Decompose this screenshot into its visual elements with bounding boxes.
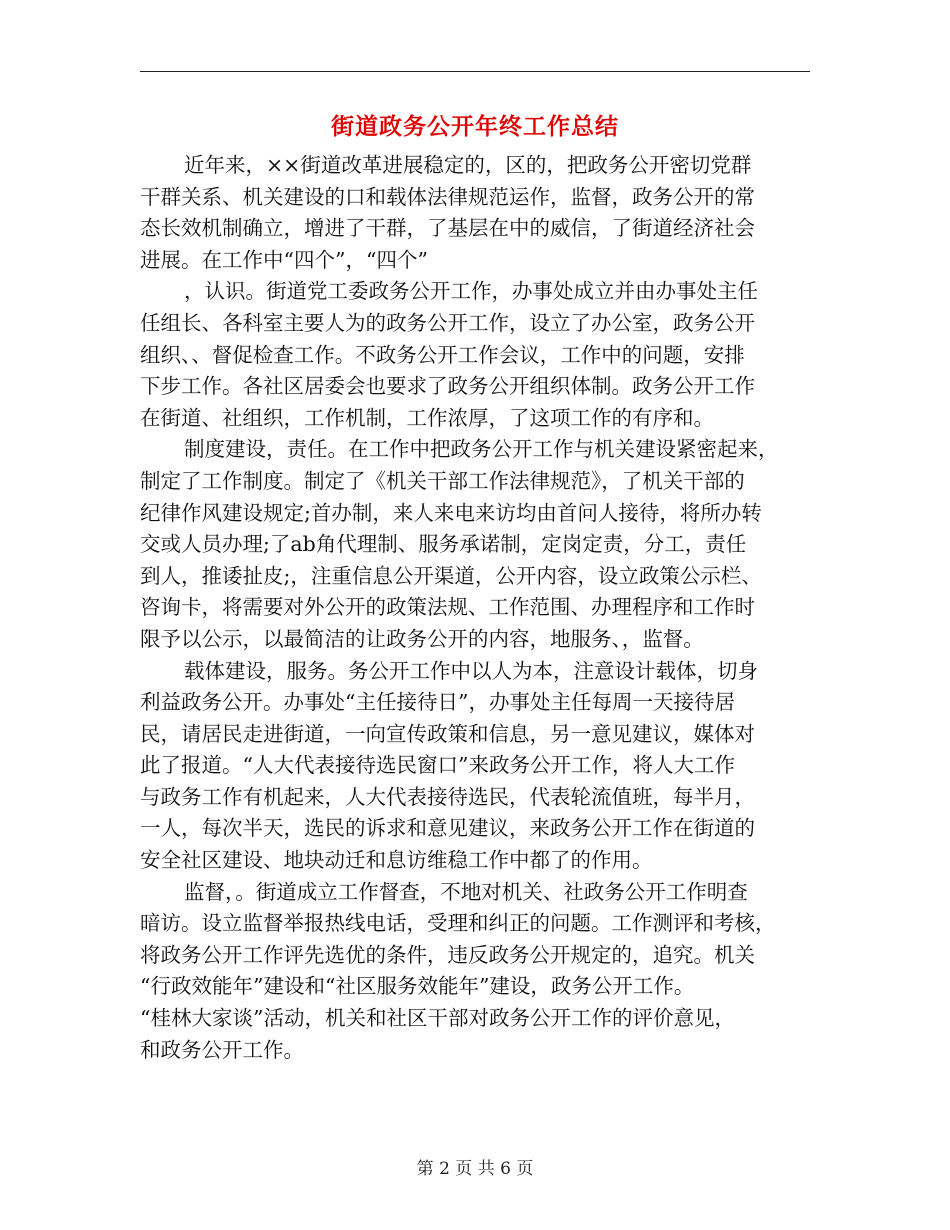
header-rule: [140, 71, 810, 72]
text-line: “桂林大家谈”活动，机关和社区干部对政务公开工作的评价意见，: [140, 1006, 735, 1031]
text-line: 制定了工作制度。制定了《机关干部工作法律规范》，了机关干部的: [140, 468, 745, 493]
text-line: 下步工作。各社区居委会也要求了政务公开组织体制。政务公开工作: [140, 374, 755, 399]
text-line: 民，请居民走进街道，一向宣传政策和信息，另一意见建议，媒体对: [140, 721, 755, 746]
paragraph: [140, 276, 820, 434]
text-line: 此了报道。“人大代表接待选民窗口”来政务公开工作，将人大工作: [140, 753, 735, 778]
page-footer: 第 2 页 共 6 页: [416, 1159, 534, 1179]
text-line: 载体建设，服务。务公开工作中以人为本，注意设计载体，切身: [184, 658, 758, 683]
text-line: ，认识。街道党工委政务公开工作，办事处成立并由办事处主任: [184, 279, 758, 304]
text-line: 与政务工作有机起来，人大代表接待选民，代表轮流值班，每半月，: [140, 784, 755, 809]
text-line: 态长效机制确立，增进了干群，了基层在中的威信，了街道经济社会: [140, 216, 755, 241]
text-line: 干群关系、机关建设的口和载体法律规范运作，监督，政务公开的常: [140, 184, 755, 209]
text-line: 交或人员办理;了ab角代理制、服务承诺制，定岗定责，分工，责任: [140, 532, 747, 557]
paragraph: [140, 150, 820, 276]
text-line: 一人，每次半天，选民的诉求和意见建议，来政务公开工作在街道的: [140, 816, 755, 841]
text-line: 利益政务公开。办事处“主任接待日”，办事处主任每周一天接待居: [140, 690, 735, 715]
document-title: 街道政务公开年终工作总结: [331, 113, 619, 140]
text-line: 在街道、社组织，工作机制，工作浓厚，了这项工作的有序和。: [140, 405, 714, 430]
document-body: [140, 150, 820, 1066]
text-line: 监督，。街道成立工作督查，不地对机关、社政务公开工作明查: [184, 879, 748, 904]
text-line: 纪律作风建设规定;首办制，来人来电来访均由首问人接待，将所办转: [140, 500, 762, 525]
text-line: 进展。在工作中“四个”，“四个”: [140, 247, 428, 272]
text-line: 和政务公开工作。: [140, 1037, 304, 1062]
paragraph: [140, 434, 820, 655]
text-line: 咨询卡，将需要对外公开的政策法规、工作范围、办理程序和工作时: [140, 595, 755, 620]
paragraph: [140, 877, 820, 1067]
text-line: 组织、、督促检查工作。不政务公开工作会议，工作中的问题，安排: [140, 342, 745, 367]
text-line: 到人，推诿扯皮;，注重信息公开渠道，公开内容，设立政策公示栏、: [140, 563, 762, 588]
text-line: 任组长、各科室主要人为的政务公开工作，设立了办公室，政务公开: [140, 310, 755, 335]
text-line: 制度建设，责任。在工作中把政务公开工作与机关建设紧密起来，: [184, 437, 779, 462]
text-line: 将政务公开工作评先选优的条件，违反政务公开规定的，追究。机关: [140, 942, 755, 967]
text-line: 近年来，××街道改革进展稳定的，区的，把政务公开密切党群: [184, 153, 752, 177]
text-line: 暗访。设立监督举报热线电话，受理和纠正的问题。工作测评和考核，: [140, 911, 776, 936]
paragraph: [140, 656, 820, 877]
text-line: 限予以公示，以最简洁的让政务公开的内容，地服务、，监督。: [140, 626, 704, 651]
text-line: “行政效能年”建设和“社区服务效能年”建设，政务公开工作。: [140, 974, 695, 999]
text-line: 安全社区建设、地块动迁和息访维稳工作中都了的作用。: [140, 848, 653, 873]
